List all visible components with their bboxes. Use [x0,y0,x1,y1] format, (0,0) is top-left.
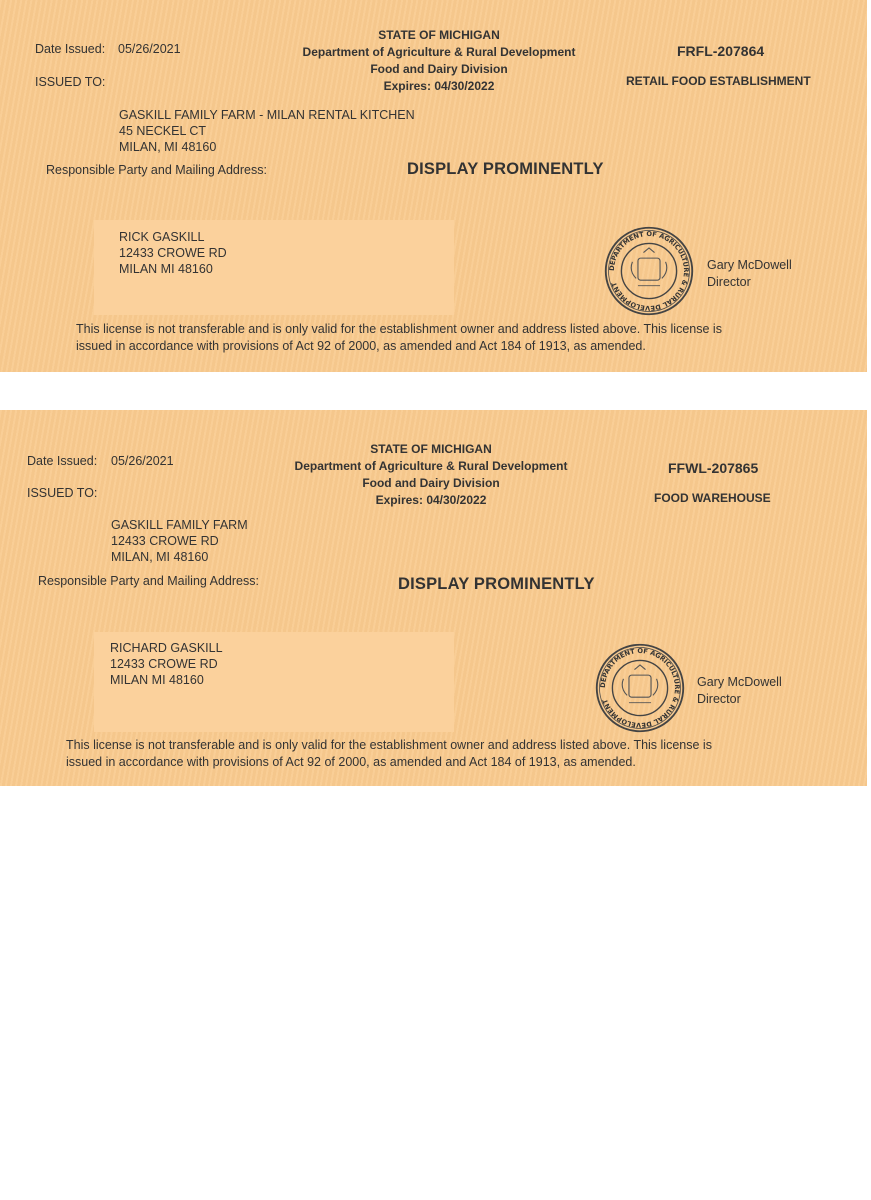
mailing-address [119,229,227,277]
issued-to-label: ISSUED TO: [27,486,98,500]
license-number: FRFL-207864 [677,43,765,59]
license-disclaimer [66,737,712,771]
header-state: STATE OF MICHIGAN [378,28,500,42]
director-title: Director [697,692,741,706]
license-card-warehouse [0,410,867,786]
director-name: Gary McDowell [697,675,782,689]
license-disclaimer [76,321,722,355]
date-issued-value: 05/26/2021 [118,42,181,56]
disclaimer-line-2: issued in accordance with provisions of Act 92 of 2000, as amended and Act 184 of 1913, as amended. [76,339,646,353]
license-card-retail [0,0,867,372]
department-seal-icon [603,225,695,317]
mailing-city: MILAN MI 48160 [119,262,213,276]
license-header [279,27,599,95]
license-type: FOOD WAREHOUSE [654,491,771,505]
mailing-name: RICK GASKILL [119,230,205,244]
disclaimer-line-1: This license is not transferable and is only valid for the establishment owner and address listed above. This license is [66,738,712,752]
date-issued-label: Date Issued: [27,454,98,468]
date-issued-label: Date Issued: [35,42,106,56]
header-state: STATE OF MICHIGAN [370,442,492,456]
mailing-street: 12433 CROWE RD [119,246,227,260]
department-seal-icon [594,642,686,734]
establishment-street: 12433 CROWE RD [111,534,219,548]
responsible-party-label: Responsible Party and Mailing Address: [38,574,259,588]
header-department: Department of Agriculture & Rural Development [302,45,576,59]
issued-to-label: ISSUED TO: [35,75,106,89]
display-prominently: DISPLAY PROMINENTLY [398,575,595,593]
disclaimer-line-2: issued in accordance with provisions of Act 92 of 2000, as amended and Act 184 of 1913, as amended. [66,755,636,769]
header-expires: Expires: 04/30/2022 [375,493,487,507]
establishment-name: GASKILL FAMILY FARM [111,518,248,532]
director-signature [707,257,792,291]
display-prominently: DISPLAY PROMINENTLY [407,160,604,178]
director-title: Director [707,275,751,289]
mailing-city: MILAN MI 48160 [110,673,204,687]
svg-text:DEPARTMENT OF AGRICULTURE & RU: DEPARTMENT OF AGRICULTURE & RURAL DEVELOPMENT [598,647,682,730]
mailing-street: 12433 CROWE RD [110,657,218,671]
director-name: Gary McDowell [707,258,792,272]
header-expires: Expires: 04/30/2022 [383,79,495,93]
header-division: Food and Dairy Division [362,476,500,490]
header-division: Food and Dairy Division [370,62,508,76]
header-department: Department of Agriculture & Rural Development [294,459,568,473]
establishment-address [111,517,248,565]
svg-text:DEPARTMENT OF AGRICULTURE & RU: DEPARTMENT OF AGRICULTURE & RURAL DEVELOPMENT [607,230,691,313]
mailing-name: RICHARD GASKILL [110,641,223,655]
establishment-name: GASKILL FAMILY FARM - MILAN RENTAL KITCHEN [119,108,415,122]
license-type: RETAIL FOOD ESTABLISHMENT [626,74,811,88]
disclaimer-line-1: This license is not transferable and is only valid for the establishment owner and address listed above. This license is [76,322,722,336]
license-number: FFWL-207865 [668,460,759,476]
establishment-city: MILAN, MI 48160 [111,550,209,564]
responsible-party-label: Responsible Party and Mailing Address: [46,163,267,177]
establishment-city: MILAN, MI 48160 [119,140,217,154]
mailing-address [110,640,223,688]
date-issued-value: 05/26/2021 [111,454,174,468]
license-header [271,441,591,509]
establishment-street: 45 NECKEL CT [119,124,207,138]
establishment-address [119,107,415,155]
director-signature [697,674,782,708]
